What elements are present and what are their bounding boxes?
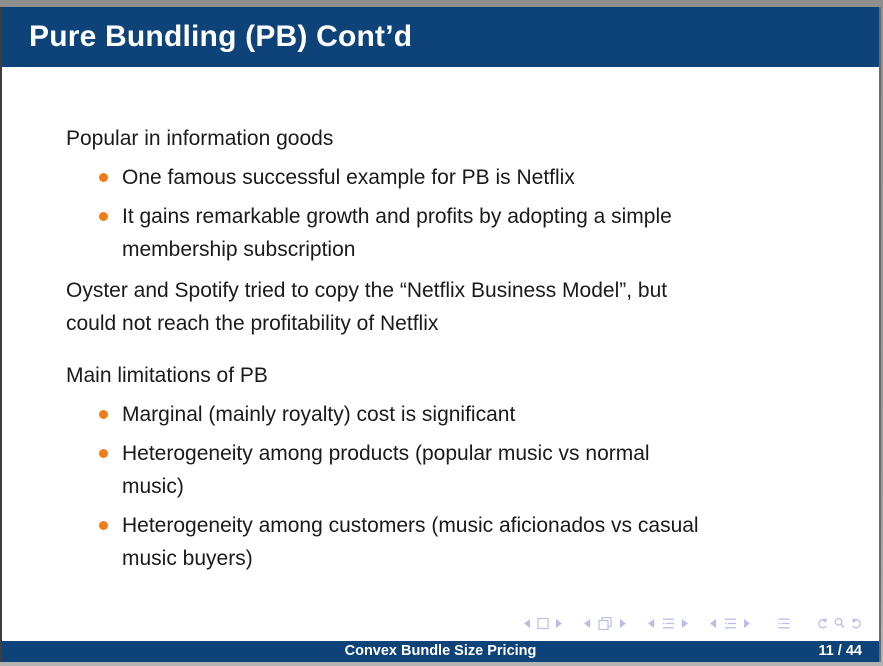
- list-item-line: One famous successful example for PB is Netflix: [122, 166, 575, 189]
- paragraph-line: could not reach the profitability of Netflix: [66, 312, 439, 335]
- list-item: [66, 437, 821, 503]
- list-item-line: music buyers): [122, 547, 253, 570]
- list-item-line: Marginal (mainly royalty) cost is significant: [122, 403, 516, 426]
- next-slide-icon: [556, 619, 562, 628]
- slide-title-bar: [2, 7, 879, 67]
- prev-subsection-icon: [648, 619, 654, 628]
- list-item-line: Heterogeneity among products (popular music vs normal: [122, 442, 650, 465]
- beamer-navigation-bar: [521, 617, 864, 630]
- page-number: 11 / 44: [818, 643, 862, 659]
- list-item: [66, 509, 821, 575]
- next-subsection-icon: [682, 619, 688, 628]
- list-item-line: music): [122, 475, 184, 498]
- subsection-icon: [663, 619, 674, 628]
- subsection-nav-icon[interactable]: [645, 617, 691, 630]
- section-icon: [725, 619, 736, 628]
- slide-icon: [538, 619, 548, 629]
- list-item: [66, 200, 821, 266]
- bullet-list-netflix: [66, 161, 821, 266]
- frame-icon: [599, 621, 608, 630]
- paragraph-line: Oyster and Spotify tried to copy the “Netflix Business Model”, but: [66, 279, 668, 302]
- history-search-group: [815, 617, 864, 630]
- back-icon[interactable]: [815, 617, 828, 630]
- prev-slide-icon: [524, 619, 530, 628]
- list-item-line: It gains remarkable growth and profits by adopting a simple: [122, 205, 672, 228]
- presentation-icon[interactable]: [777, 617, 791, 630]
- next-section-icon: [744, 619, 750, 628]
- section-nav-icon[interactable]: [707, 617, 753, 630]
- bullet-list-limitations: [66, 398, 821, 575]
- list-item: [66, 398, 821, 431]
- slide-title: Pure Bundling (PB) Cont’d: [29, 20, 413, 53]
- list-item-line: membership subscription: [122, 238, 356, 261]
- slide-body: [2, 67, 879, 575]
- prev-section-icon: [710, 619, 716, 628]
- find-icon[interactable]: [833, 617, 846, 630]
- prev-frame-icon: [584, 619, 590, 628]
- forward-icon[interactable]: [851, 617, 864, 630]
- list-item-line: Heterogeneity among customers (music aficionados vs casual: [122, 514, 699, 537]
- beamer-slide: [0, 7, 881, 662]
- paragraph-limitations: Main limitations of PB: [66, 364, 268, 387]
- footer-title: Convex Bundle Size Pricing: [344, 643, 537, 659]
- next-frame-icon: [620, 619, 626, 628]
- paragraph-oyster: [66, 274, 821, 340]
- frame-nav-icon[interactable]: [581, 617, 629, 630]
- footer-bar: [2, 641, 879, 662]
- list-item: [66, 161, 821, 194]
- slide-nav-icon[interactable]: [521, 617, 565, 630]
- paragraph-popular: Popular in information goods: [66, 127, 334, 150]
